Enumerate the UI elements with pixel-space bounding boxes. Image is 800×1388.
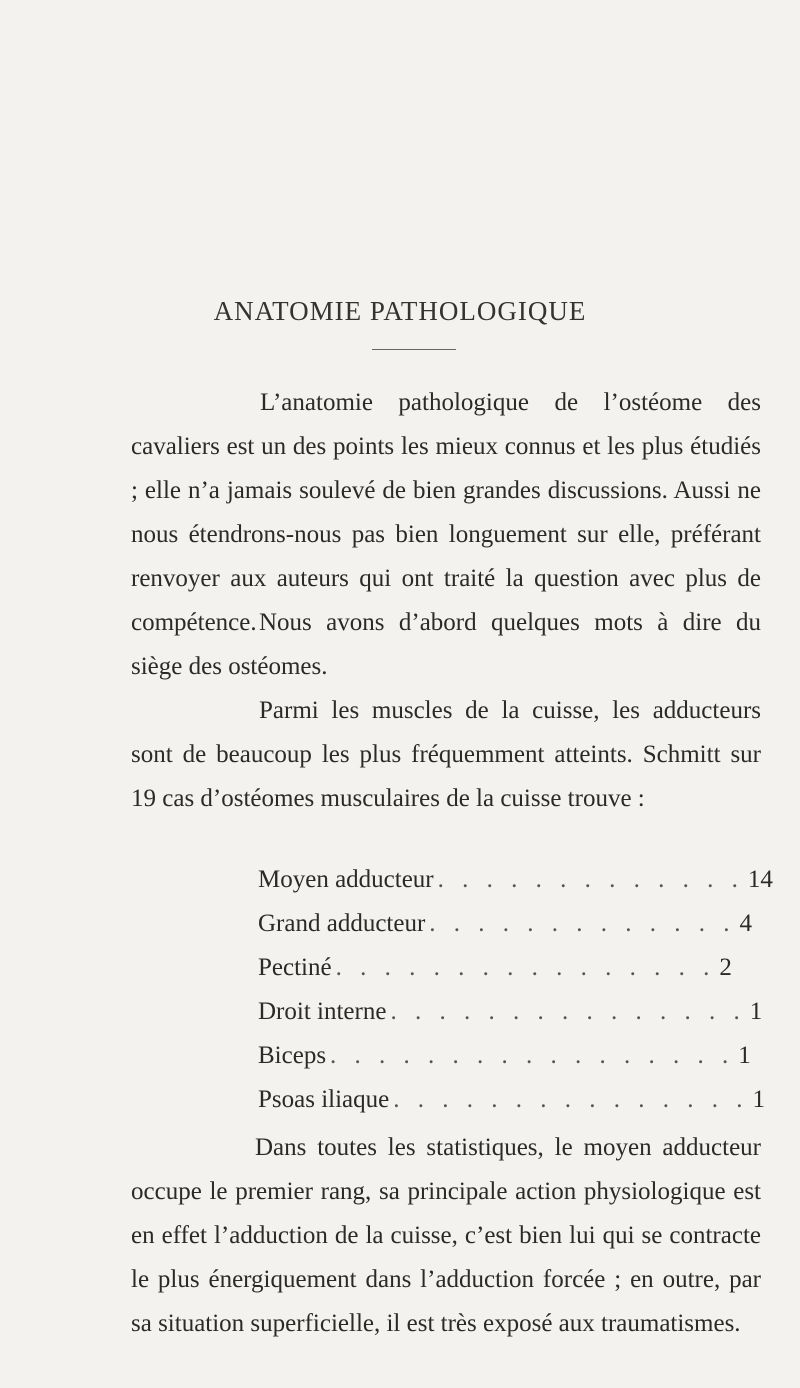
title-divider [372,349,456,350]
muscle-name: Biceps [258,1042,327,1069]
table-row [258,866,773,910]
paragraph-siege: Nous avons d’abord quelques mots à dire du siège des ostéomes. [131,609,761,680]
paragraph-statistiques: Dans toutes les statistiques, le moyen adducteur occupe le premier rang, sa principale action physiologique est en effet l’adduction de la cuisse, c’est bien lui qui se contracte le plus énergiquement dans l’adduction forcée ; en outre, par sa situation superficielle, il est très exposé aux traumatismes. [131,1134,761,1337]
table-row [258,954,732,998]
table-row [258,998,763,1042]
case-count: 1 [752,1086,765,1113]
case-count: 4 [739,910,753,937]
paragraph-intro: L’anatomie pathologique de l’ostéome des cavaliers est un des points les mieux connus et les plus étudiés ; elle n’a jamais soulevé de bien grandes discussions. Aussi ne nous étendrons-nous pas bien longuement sur elle, préférant renvoyer aux auteurs qui ont traité la question avec plus de compétence. [131,389,761,636]
case-count: 1 [738,1042,751,1069]
leader-dots: . . . . . . . . . . . . . . . [390,998,746,1025]
case-count: 14 [747,866,773,893]
paragraph-muscles: Parmi les muscles de la cuisse, les adducteurs sont de beaucoup les plus fréquemment atteints. Schmitt sur 19 cas d’ostéomes musculaires de la cuisse trouve : [131,697,761,812]
page-title: ANATOMIE PATHOLOGIQUE [213,296,587,326]
muscle-count-table [258,866,773,1130]
table-row [258,910,753,954]
case-count: 1 [749,998,763,1025]
leader-dots: . . . . . . . . . . . . . . . [393,1086,749,1113]
leader-dots: . . . . . . . . . . . . . [429,910,736,937]
leader-dots: . . . . . . . . . . . . . . . . . [330,1042,735,1069]
leader-dots: . . . . . . . . . . . . . [437,866,744,893]
case-count: 2 [719,954,732,981]
muscle-name: Moyen adducteur [258,866,434,893]
table-row [258,1042,751,1086]
table-row [258,1086,765,1130]
muscle-name: Pectiné [258,954,332,981]
muscle-name: Grand adducteur [258,910,426,937]
muscle-name: Psoas iliaque [258,1086,390,1113]
muscle-name: Droit interne [258,998,387,1025]
leader-dots: . . . . . . . . . . . . . . . . [335,954,716,981]
